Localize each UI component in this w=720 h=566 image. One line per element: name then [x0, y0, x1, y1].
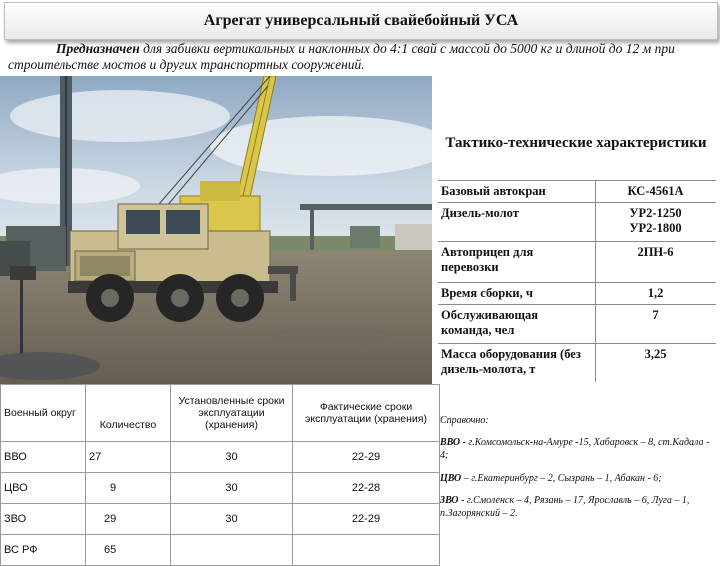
- reference-district: ЗВО: [440, 495, 459, 506]
- reference-district: ЦВО: [440, 473, 462, 484]
- cell-set-terms: 30: [171, 473, 293, 504]
- spec-value: 2ПН-6: [596, 242, 717, 283]
- cell-district: ЦВО: [1, 473, 86, 504]
- military-table-row: [1, 504, 440, 535]
- spec-value: 1,2: [596, 283, 717, 305]
- reference-text: - г.Комсомольск-на-Амуре -15, Хабаровск – 8, ст.Кадала - 4;: [440, 437, 710, 461]
- spec-row: [438, 344, 716, 383]
- spec-key: Масса оборудования (без дизель-молота, т: [438, 344, 596, 383]
- reference-text: - г.Смоленск – 4, Рязань – 17, Ярославль – 6, Луга – 1, п.Загорянский – 2.: [440, 495, 690, 519]
- spec-value: 7: [596, 305, 717, 344]
- reference-district: ВВО: [440, 437, 461, 448]
- crane-photo: [0, 76, 432, 406]
- cell-actual-terms: 22-28: [293, 473, 440, 504]
- military-table-row: [1, 442, 440, 473]
- spec-row: [438, 305, 716, 344]
- spec-value: УР2-1250 УР2-1800: [596, 203, 717, 242]
- spec-value: 3,25: [596, 344, 717, 383]
- cell-count: 27: [86, 442, 171, 473]
- cell-district: ЗВО: [1, 504, 86, 535]
- slide-title: Агрегат универсальный свайебойный УСА: [4, 2, 718, 40]
- intro-paragraph: [8, 41, 713, 73]
- tth-heading: Тактико-технические характеристики: [445, 135, 707, 151]
- cell-set-terms: [171, 535, 293, 566]
- spec-key: Время сборки, ч: [438, 283, 596, 305]
- header-district: Военный округ: [1, 385, 86, 442]
- spec-row: [438, 242, 716, 283]
- reference-heading: Справочно:: [440, 415, 489, 426]
- header-set-terms: Установленные сроки эксплуатации (хранения): [171, 385, 293, 442]
- military-table-row: [1, 535, 440, 566]
- military-table-row: [1, 473, 440, 504]
- spec-key: Базовый автокран: [438, 181, 596, 203]
- header-count: Количество: [86, 385, 171, 442]
- military-table: [0, 384, 440, 566]
- cell-actual-terms: [293, 535, 440, 566]
- cell-count: 9: [86, 473, 171, 504]
- cell-actual-terms: 22-29: [293, 504, 440, 535]
- spec-row: [438, 203, 716, 242]
- crane-photo-illustration: [0, 76, 432, 406]
- header-actual-terms: Фактические сроки эксплуатации (хранения): [293, 385, 440, 442]
- cell-set-terms: 30: [171, 442, 293, 473]
- reference-item: [440, 494, 712, 520]
- reference-item: [440, 472, 712, 485]
- spec-key: Дизель-молот: [438, 203, 596, 242]
- spec-key: Обслуживающая команда, чел: [438, 305, 596, 344]
- cell-set-terms: 30: [171, 504, 293, 535]
- reference-item: [440, 436, 712, 462]
- specs-table: [438, 180, 716, 382]
- intro-lead: Предназначен: [56, 41, 140, 56]
- spec-row: [438, 181, 716, 203]
- spec-row: [438, 283, 716, 305]
- intro-text: для забивки вертикальных и наклонных до 4:1 свай с массой до 5000 кг и длиной до 12 м при строительстве мостов и других транспортных сооружений.: [8, 41, 675, 72]
- cell-count: 65: [86, 535, 171, 566]
- cell-district: ВВО: [1, 442, 86, 473]
- spec-key: Автоприцеп для перевозки: [438, 242, 596, 283]
- cell-actual-terms: 22-29: [293, 442, 440, 473]
- military-table-header: [1, 385, 440, 442]
- cell-count: 29: [86, 504, 171, 535]
- cell-district: ВС РФ: [1, 535, 86, 566]
- spec-value: КС-4561А: [596, 181, 717, 203]
- reference-text: – г.Екатеринбург – 2, Сызрань – 1, Абакан - 6;: [461, 473, 662, 484]
